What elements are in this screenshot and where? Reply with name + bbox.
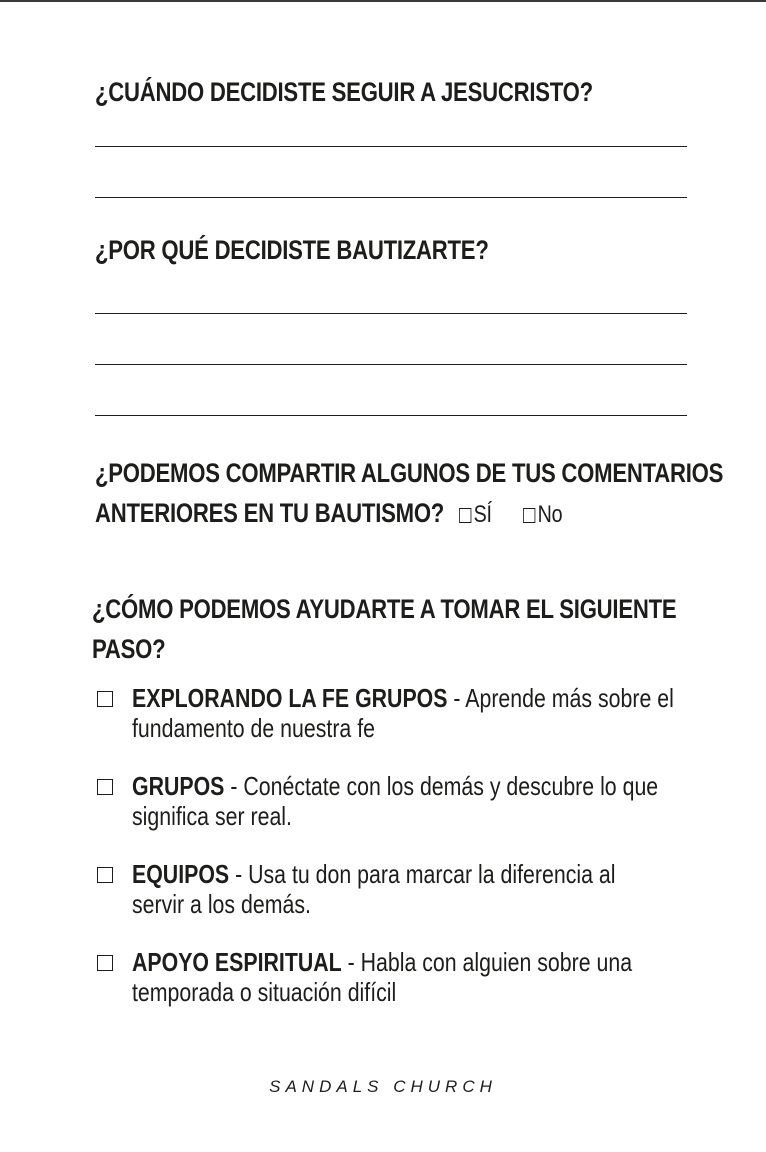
question-text-line: ¿PODEMOS COMPARTIR ALGUNOS DE TUS COMENTARIOS: [95, 458, 724, 488]
option-description: - Aprende más sobre el: [447, 683, 674, 713]
checkbox-icon[interactable]: [97, 779, 113, 795]
question-text-fragment: ANTERIORES EN TU BAUTISMO?: [95, 498, 445, 528]
answer-line-4[interactable]: [95, 364, 687, 365]
top-border: [0, 0, 766, 2]
option-description: - Habla con alguien sobre una: [341, 947, 633, 977]
option-description: significa ser real.: [132, 801, 292, 831]
checkbox-icon[interactable]: [523, 508, 535, 523]
option-description: - Usa tu don para marcar la diferencia al: [229, 859, 616, 889]
question-text-line: [95, 493, 723, 535]
option-text: [132, 683, 698, 743]
question-why-baptism: [95, 230, 489, 270]
yes-checkbox-option[interactable]: [459, 495, 492, 535]
checkbox-icon[interactable]: [459, 508, 471, 523]
no-label: No: [537, 501, 563, 528]
checkbox-icon[interactable]: [97, 955, 113, 971]
option-text: [132, 859, 698, 919]
option-title: GRUPOS: [132, 771, 225, 801]
option-description: servir a los demás.: [132, 889, 311, 919]
option-description: temporada o situación difícil: [132, 977, 397, 1007]
option-title: EXPLORANDO LA FE GRUPOS: [132, 683, 448, 713]
question-text-line: ¿CÓMO PODEMOS AYUDARTE A TOMAR EL SIGUIENTE: [92, 594, 677, 624]
question-next-step: [92, 589, 676, 669]
answer-line-1[interactable]: [95, 146, 687, 147]
yes-label: SÍ: [473, 501, 492, 528]
answer-line-2[interactable]: [95, 197, 687, 198]
option-text: [132, 771, 698, 831]
no-checkbox-option[interactable]: [523, 495, 562, 535]
question-text: ¿POR QUÉ DECIDISTE BAUTIZARTE?: [95, 235, 489, 265]
question-when-follow-jesus: [95, 72, 593, 112]
footer-church-name: SANDALS CHURCH: [269, 1077, 497, 1096]
option-title: EQUIPOS: [132, 859, 230, 889]
question-share-comments: [95, 453, 723, 535]
question-text-line: PASO?: [92, 634, 166, 664]
answer-line-3[interactable]: [95, 313, 687, 314]
checkbox-icon[interactable]: [97, 867, 113, 883]
checkbox-icon[interactable]: [97, 691, 113, 707]
option-description: fundamento de nuestra fe: [132, 713, 375, 743]
option-text: [132, 947, 698, 1007]
option-title: APOYO ESPIRITUAL: [132, 947, 342, 977]
answer-line-5[interactable]: [95, 415, 687, 416]
question-text: ¿CUÁNDO DECIDISTE SEGUIR A JESUCRISTO?: [95, 77, 593, 107]
option-description: - Conéctate con los demás y descubre lo que: [224, 771, 659, 801]
